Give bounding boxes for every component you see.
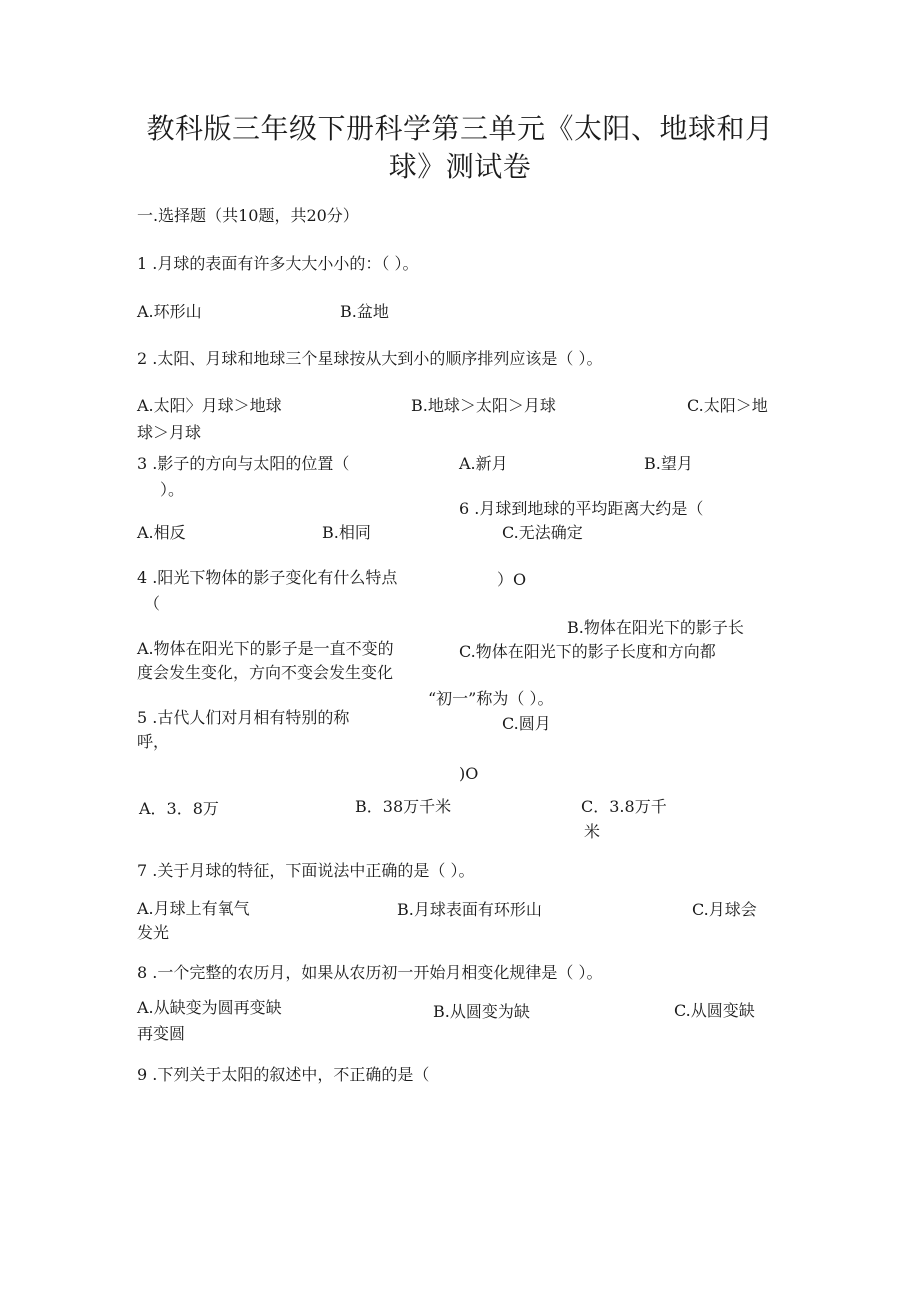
- question-6-option-c-wrap: 米: [584, 822, 601, 841]
- title-line-1: 教科版三年级下册科学第三单元《太阳、地球和月: [146, 112, 774, 145]
- question-1-option-a: A.环形山: [137, 302, 202, 321]
- question-8-option-a-wrap: 再变圆: [137, 1024, 186, 1043]
- question-5-stem-wrap: 呼，: [137, 732, 170, 751]
- question-4-stem-wrap: （: [144, 594, 161, 613]
- question-6-paren: )O: [459, 764, 479, 783]
- question-5-stem: 5 .古代人们对月相有特别的称: [137, 708, 350, 727]
- question-3-option-a: A.相反: [137, 523, 186, 542]
- question-4-stem: 4 .阳光下物体的影子变化有什么特点: [137, 568, 398, 587]
- question-8-option-a: A.从缺变为圆再变缺: [137, 998, 282, 1017]
- question-6-option-a: A．3．8万: [139, 799, 219, 818]
- question-4-option-b-wrap: 度会发生变化，方向不变会发生变化: [137, 663, 394, 682]
- section-heading: 一.选择题（共10题，共20分）: [137, 206, 359, 225]
- question-9-stem: 9 .下列关于太阳的叙述中，不正确的是（: [137, 1065, 430, 1084]
- question-7-stem: 7 .关于月球的特征，下面说法中正确的是（ ）。: [137, 861, 475, 880]
- question-1-option-b: B.盆地: [340, 302, 389, 321]
- question-8-stem: 8 .一个完整的农历月，如果从农历初一开始月相变化规律是（ ）。: [137, 963, 603, 982]
- question-2-option-a: A.太阳〉月球＞地球: [137, 396, 282, 415]
- question-7-option-c: C.月球会: [692, 900, 757, 919]
- question-5-option-b: B.望月: [644, 454, 693, 473]
- question-7-option-c-wrap: 发光: [137, 923, 170, 942]
- question-6-stem: 6 .月球到地球的平均距离大约是（: [459, 499, 704, 518]
- question-2-option-c-wrap: 球＞月球: [137, 423, 202, 442]
- question-3-option-c: C.无法确定: [502, 523, 583, 542]
- question-4-stem-end: ）O: [497, 570, 527, 589]
- question-4-option-a: A.物体在阳光下的影子是一直不变的: [137, 639, 394, 658]
- question-3-stem-wrap: ）。: [160, 480, 185, 499]
- question-5-option-c: C.圆月: [502, 714, 551, 733]
- question-6-option-b: B．38万千米: [355, 797, 452, 816]
- page-title: [120, 110, 800, 186]
- question-7-option-a: A.月球上有氧气: [137, 899, 250, 918]
- question-5-stem-end: “初一”称为（ ）。: [428, 689, 554, 708]
- question-7-option-b: B.月球表面有环形山: [397, 900, 542, 919]
- question-4-option-c: C.物体在阳光下的影子长度和方向都: [459, 642, 716, 661]
- question-2-option-b: B.地球＞太阳＞月球: [411, 396, 556, 415]
- question-2-option-c: C.太阳＞地: [687, 396, 768, 415]
- title-line-2: 球》测试卷: [388, 150, 532, 183]
- question-5-option-a: A.新月: [459, 454, 508, 473]
- question-4-option-b: B.物体在阳光下的影子长: [567, 618, 744, 637]
- question-6-option-c: C．3.8万千: [581, 797, 667, 816]
- question-2-stem: 2 .太阳、月球和地球三个星球按从大到小的顺序排列应该是（ ）。: [137, 349, 603, 368]
- question-3-stem: 3 .影子的方向与太阳的位置（: [137, 454, 350, 473]
- question-1-stem: 1 .月球的表面有许多大大小小的：（ ）。: [137, 254, 419, 273]
- question-8-option-b: B.从圆变为缺: [433, 1002, 530, 1021]
- question-3-option-b: B.相同: [322, 523, 371, 542]
- question-8-option-c: C.从圆变缺: [674, 1001, 755, 1020]
